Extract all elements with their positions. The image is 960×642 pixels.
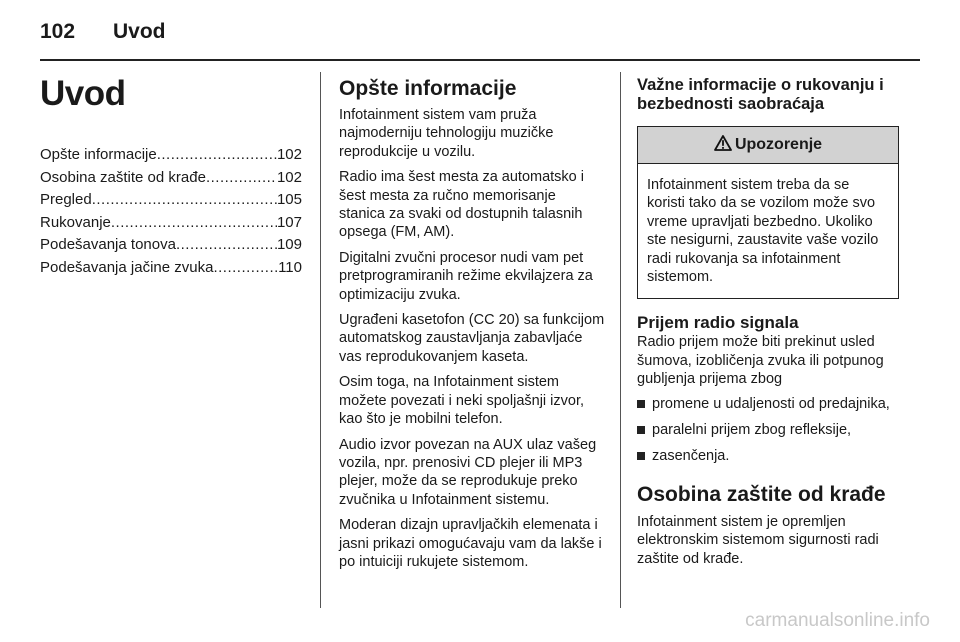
watermark: carmanualsonline.info <box>745 610 930 631</box>
list-item: promene u udaljenosti od predajnika, <box>637 395 903 413</box>
paragraph: Ugrađeni kasetofon (CC 20) sa funkcijom automatskog zaustavljanja zabavljaće vas reprodukovanjem kaseta. <box>339 312 605 365</box>
toc-entry[interactable] <box>40 257 302 280</box>
toc-entry-title: Opšte informacije <box>40 146 157 163</box>
toc-entry[interactable] <box>40 234 302 257</box>
toc-entry[interactable] <box>40 144 302 167</box>
column-divider <box>320 72 321 608</box>
chapter-title: Uvod <box>40 74 126 113</box>
toc-entry-title: Podešavanja jačine zvuka <box>40 258 214 276</box>
toc-entry[interactable] <box>40 212 302 235</box>
paragraph: Moderan dizajn upravljačkih elemenata i jasni prikazi omogućavaju vam da lakše i po intuiciji rukujete sistemom. <box>339 517 602 570</box>
running-section-title: Uvod <box>113 20 166 43</box>
warning-header <box>638 127 898 164</box>
safety-column <box>637 76 903 574</box>
toc-entry-page: 102 <box>276 168 302 186</box>
bullet-square-icon <box>637 426 645 434</box>
list-item: paralelni prijem zbog refleksije, <box>637 421 903 439</box>
warning-triangle-icon <box>714 135 735 156</box>
paragraph: Digitalni zvučni procesor nudi vam pet pretprogramiranih režime ekvilajzera za optimizaciju zvuka. <box>339 249 593 303</box>
reception-intro: Radio prijem može biti prekinut usled šumova, izobličenja zvuka ili potpunog gubljenja prijema zbog <box>637 334 884 388</box>
reception-heading: Prijem radio signala <box>637 313 799 333</box>
toc-column <box>40 72 302 279</box>
toc-entry-title: Rukovanje <box>40 213 111 231</box>
general-info-heading: Opšte informacije <box>339 77 517 100</box>
paragraph: Radio ima šest mesta za automatsko i šest mesta za ručno memorisanje stanica za svaki od dostupnih talasnih opsega (FM, AM). <box>339 169 584 241</box>
warning-title: Upozorenje <box>734 136 823 153</box>
toc-entry-page: 109 <box>276 236 302 253</box>
warning-text: Infotainment sistem treba da se koristi tako da se vozilom može svo vreme upravljati bezbedno. Ukoliko ste nesigurni, zaustavite vaše vozilo radi rukovanja sa infotainment sistemom. <box>647 177 879 286</box>
general-info-column <box>339 76 605 578</box>
toc-entry-title: Pregled <box>40 191 92 208</box>
toc-entry-page: 110 <box>278 258 302 276</box>
warning-box <box>637 126 899 299</box>
antitheft-heading: Osobina zaštite od krađe <box>637 482 886 506</box>
bullet-square-icon <box>637 452 645 460</box>
safety-heading: Važne informacije o rukovanju i bezbednosti saobraćaja <box>637 76 884 113</box>
antitheft-text: Infotainment sistem je opremljen elektronskim sistemom sigurnosti radi zaštite od krađe. <box>637 513 879 567</box>
column-divider <box>620 72 621 608</box>
page-number: 102 <box>40 20 76 43</box>
header-divider <box>40 59 920 61</box>
toc-entry-title: Osobina zaštite od krađe <box>40 168 206 186</box>
toc-entry-page: 107 <box>276 213 302 231</box>
paragraph: Infotainment sistem vam pruža najmoderniju tehnologiju muzičke reprodukcije u vozilu. <box>339 107 554 160</box>
toc-entry-page: 102 <box>276 146 302 163</box>
reception-bullet-list <box>637 395 903 466</box>
table-of-contents <box>40 144 302 279</box>
page-header <box>40 14 920 50</box>
toc-entry[interactable] <box>40 189 302 212</box>
toc-entry[interactable] <box>40 167 302 190</box>
list-item: zasenčenja. <box>637 447 903 465</box>
toc-entry-title: Podešavanja tonova <box>40 236 176 253</box>
paragraph: Osim toga, na Infotainment sistem možete povezati i neki spoljašnji izvor, kao što je mobilni telefon. <box>339 374 585 428</box>
bullet-square-icon <box>637 400 645 408</box>
toc-entry-page: 105 <box>276 191 302 208</box>
paragraph: Audio izvor povezan na AUX ulaz vašeg vozila, npr. prenosivi CD plejer ili MP3 plejer, može da se reprodukuje preko zvučnika u Infotainment sistemu. <box>339 436 597 508</box>
